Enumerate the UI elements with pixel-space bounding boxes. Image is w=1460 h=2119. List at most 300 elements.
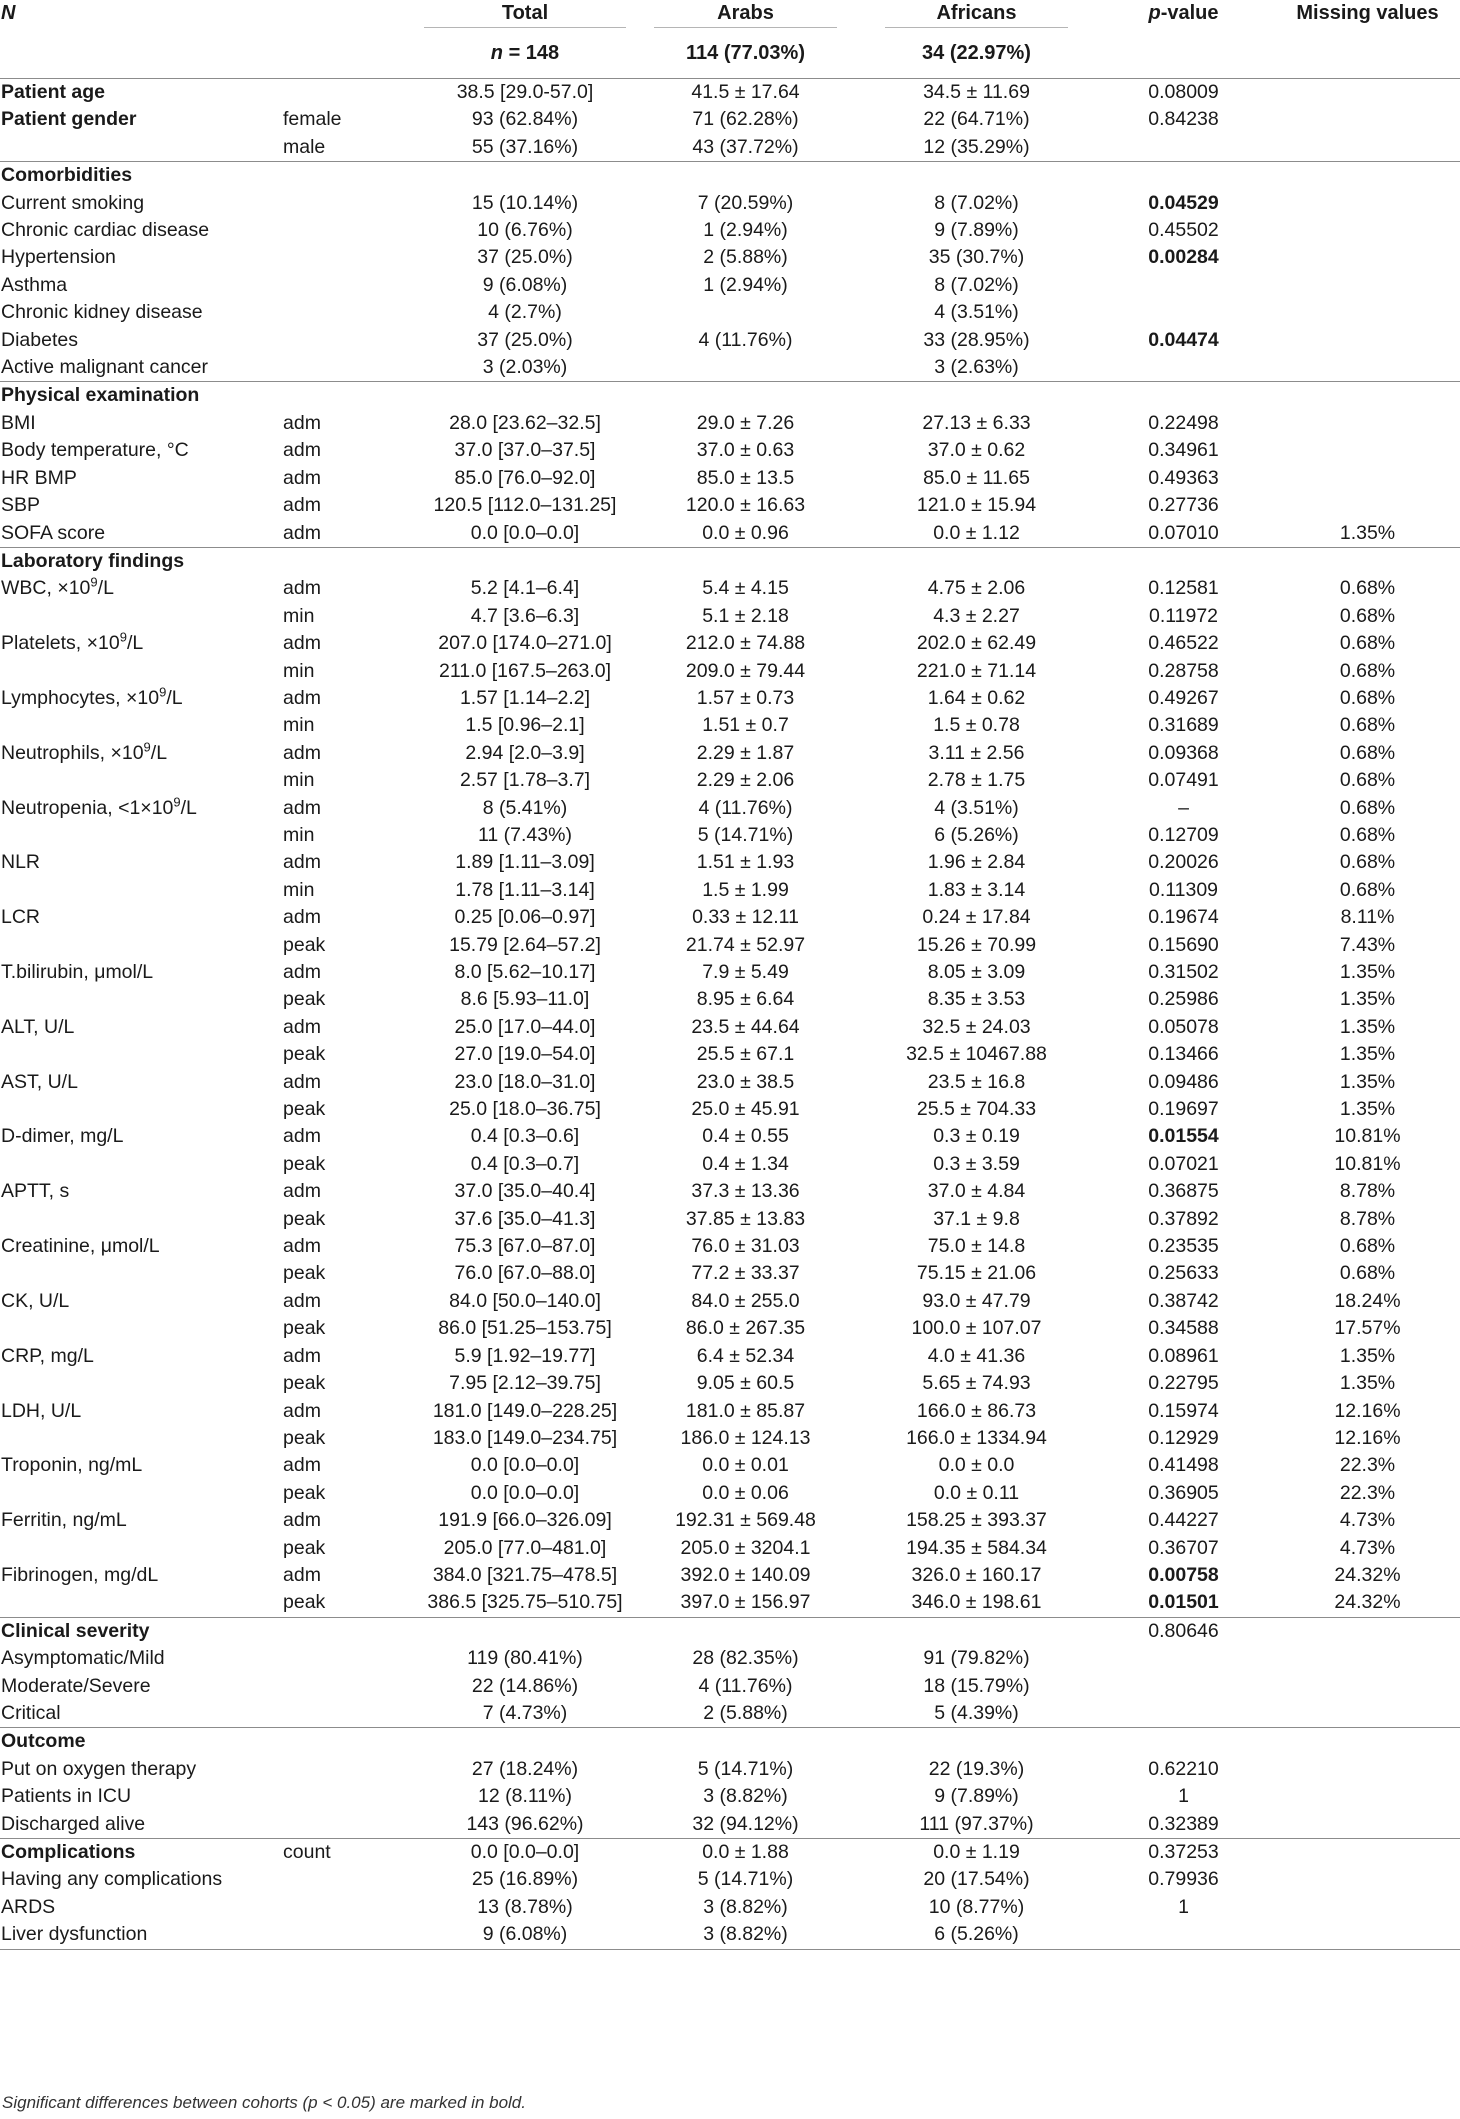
row-timepoint [280, 79, 420, 107]
row-africans: 0.24 ± 17.84 [922, 906, 1031, 929]
row-arabs: 71 (62.28%) [692, 108, 799, 131]
section-missing [1275, 1617, 1460, 1645]
row-africans: 37.0 ± 0.62 [927, 439, 1026, 462]
row-pvalue: 0.12709 [1148, 823, 1219, 846]
row-label [0, 767, 280, 794]
row-label: Asymptomatic/Mild [1, 1647, 165, 1670]
row-total: 86.0 [51.25–153.75] [438, 1317, 612, 1340]
row-pvalue: 0.00758 [1148, 1563, 1219, 1586]
row-label [0, 630, 280, 657]
row-pvalue [1092, 1921, 1275, 1949]
row-timepoint [280, 1756, 420, 1783]
row-label: LCR [1, 906, 41, 929]
section-missing [1275, 162, 1460, 190]
row-timepoint [280, 1811, 420, 1839]
table-row [0, 1452, 1460, 1479]
row-africans: 0.0 ± 1.12 [933, 521, 1020, 544]
row-label [0, 658, 280, 685]
row-label [0, 822, 280, 849]
row-africans: 166.0 ± 86.73 [916, 1399, 1037, 1422]
table-row [0, 1589, 1460, 1617]
table-row [0, 272, 1460, 299]
header-count-row [0, 27, 1460, 79]
row-timepoint: peak [283, 1098, 326, 1121]
row-missing: 0.68% [1339, 1235, 1396, 1258]
table-row [0, 520, 1460, 548]
row-africans: 6 (5.26%) [934, 1923, 1019, 1946]
row-africans: 0.3 ± 3.59 [933, 1152, 1020, 1175]
row-timepoint: adm [283, 577, 321, 600]
row-arabs: 37.3 ± 13.36 [691, 1180, 800, 1203]
row-label: BMI [1, 411, 36, 434]
row-timepoint: adm [283, 686, 321, 709]
table-row [0, 1673, 1460, 1700]
row-arabs: 5 (14.71%) [697, 823, 794, 846]
bottom-rule-cell [861, 1949, 1092, 1950]
row-arabs: 3 (8.82%) [703, 1923, 788, 1946]
row-total: 27.0 [19.0–54.0] [454, 1043, 596, 1066]
row-missing: 1.35% [1339, 988, 1396, 1011]
row-timepoint: peak [283, 1536, 326, 1559]
row-pvalue: 0.31689 [1148, 714, 1219, 737]
row-total: 8 (5.41%) [482, 796, 568, 819]
row-timepoint: adm [283, 632, 321, 655]
table-row [0, 740, 1460, 767]
table-row [0, 986, 1460, 1013]
row-pvalue: 0.23535 [1148, 1235, 1219, 1258]
section-header-row [0, 162, 1460, 190]
row-timepoint: min [283, 604, 315, 627]
row-arabs: 0.0 ± 0.06 [702, 1481, 789, 1504]
row-label-unit: /L [150, 741, 168, 764]
row-arabs: 37.0 ± 0.63 [696, 439, 795, 462]
row-timepoint: adm [283, 466, 321, 489]
row-missing [1275, 327, 1460, 354]
row-arabs: 0.4 ± 0.55 [702, 1125, 789, 1148]
row-timepoint: peak [283, 1426, 326, 1449]
row-arabs: 209.0 ± 79.44 [685, 659, 806, 682]
row-label-text: Lymphocytes, ×10 [1, 686, 160, 709]
table-bottom-rule [0, 1949, 1460, 1950]
row-arabs: 86.0 ± 267.35 [685, 1317, 806, 1340]
row-pvalue: 0.25986 [1148, 988, 1219, 1011]
row-arabs: 76.0 ± 31.03 [691, 1235, 800, 1258]
count-blank-5 [1092, 27, 1275, 79]
row-missing: 10.81% [1334, 1152, 1401, 1175]
row-timepoint: peak [283, 933, 326, 956]
table-row [0, 1480, 1460, 1507]
row-africans: 1.83 ± 3.14 [927, 878, 1026, 901]
row-arabs: 43 (37.72%) [692, 135, 799, 158]
row-timepoint: adm [283, 851, 321, 874]
row-timepoint [280, 1894, 420, 1921]
row-arabs: 7 (20.59%) [697, 191, 794, 214]
bottom-rule-cell [0, 1949, 280, 1950]
table-row [0, 1343, 1460, 1370]
section-arabs: 0.0 ± 1.88 [630, 1839, 861, 1867]
table-row [0, 795, 1460, 822]
row-africans: 32.5 ± 10467.88 [906, 1043, 1047, 1066]
row-africans: 12 (35.29%) [923, 135, 1030, 158]
row-pvalue: 0.79936 [1148, 1868, 1219, 1891]
row-africans: 4.75 ± 2.06 [927, 577, 1026, 600]
section-pvalue [1092, 547, 1275, 575]
row-timepoint: adm [283, 1399, 321, 1422]
row-label [0, 1206, 280, 1233]
row-total: 76.0 [67.0–88.0] [454, 1262, 596, 1285]
section-header-row [0, 547, 1460, 575]
table-row [0, 190, 1460, 217]
row-timepoint: adm [283, 1289, 321, 1312]
row-total: 12 (8.11%) [478, 1785, 572, 1808]
row-pvalue: 0.36707 [1148, 1536, 1219, 1559]
row-arabs: 0.0 ± 0.96 [702, 521, 789, 544]
row-label: CRP, mg/L [1, 1344, 94, 1367]
row-label [0, 575, 280, 602]
table-row [0, 465, 1460, 492]
row-africans: 0.0 ± 0.0 [938, 1454, 1015, 1477]
africans-n [861, 27, 1092, 79]
row-total: 37 (25.0%) [477, 328, 573, 351]
row-arabs: 181.0 ± 85.87 [685, 1399, 806, 1422]
table-row [0, 1233, 1460, 1260]
row-pvalue: 0.34588 [1148, 1317, 1219, 1340]
table-row [0, 904, 1460, 931]
row-pvalue: 0.19697 [1148, 1098, 1219, 1121]
row-africans: 5 (4.39%) [934, 1701, 1019, 1724]
table-row [0, 354, 1460, 382]
table-row [0, 712, 1460, 739]
row-timepoint: adm [283, 906, 321, 929]
row-africans: 22 (64.71%) [923, 108, 1030, 131]
bottom-rule-cell [280, 1949, 420, 1950]
row-label-sup: 9 [159, 684, 167, 700]
row-label: AST, U/L [1, 1070, 78, 1093]
row-arabs: 1.5 ± 1.99 [702, 878, 789, 901]
table-row [0, 932, 1460, 959]
table-row [0, 822, 1460, 849]
row-label-unit: /L [166, 686, 183, 709]
row-total: 11 (7.43%) [478, 823, 572, 846]
row-label-unit: /L [97, 577, 114, 600]
section-total [420, 547, 630, 575]
row-missing: 4.73% [1339, 1536, 1396, 1559]
row-missing: 4.73% [1339, 1509, 1396, 1532]
row-missing: 1.35% [1339, 1098, 1396, 1121]
row-pvalue: 0.01501 [1148, 1591, 1219, 1614]
header-pvalue [1092, 0, 1275, 27]
row-label: Creatinine, μmol/L [1, 1235, 160, 1258]
row-missing [1275, 244, 1460, 271]
row-pvalue: 0.37892 [1148, 1207, 1219, 1230]
row-timepoint [280, 190, 420, 217]
row-label: Current smoking [1, 191, 145, 214]
row-total: 7 (4.73%) [482, 1701, 568, 1724]
table-row [0, 79, 1460, 107]
row-arabs: 37.85 ± 13.83 [685, 1207, 806, 1230]
row-missing: 17.57% [1334, 1317, 1401, 1340]
row-timepoint: peak [283, 1152, 326, 1175]
row-timepoint: peak [283, 1317, 326, 1340]
header-africans: Africans [936, 2, 1017, 24]
row-africans: 22 (19.3%) [928, 1757, 1025, 1780]
row-missing: 8.78% [1339, 1207, 1396, 1230]
row-total: 120.5 [112.0–131.25] [433, 494, 617, 517]
row-total: 0.0 [0.0–0.0] [470, 521, 580, 544]
row-label: SOFA score [1, 521, 106, 544]
row-label-text: WBC, ×10 [1, 577, 91, 600]
row-missing: 0.68% [1339, 741, 1396, 764]
row-total: 8.0 [5.62–10.17] [454, 961, 596, 983]
row-africans: 23.5 ± 16.8 [927, 1070, 1026, 1093]
count-blank-1 [280, 27, 420, 79]
section-title: Complications [0, 1839, 280, 1867]
row-pvalue: 0.62210 [1148, 1757, 1219, 1780]
row-label [0, 685, 280, 712]
section-header-row [0, 1839, 1460, 1867]
header-total: Total [501, 2, 549, 24]
row-pvalue: 0.09368 [1148, 741, 1219, 764]
row-label-unit: /L [126, 632, 144, 655]
row-africans: 221.0 ± 71.14 [916, 659, 1037, 682]
row-timepoint: peak [283, 988, 326, 1011]
row-missing: 1.35% [1339, 1372, 1396, 1395]
row-label: Hypertension [1, 246, 116, 269]
section-sub [280, 382, 420, 410]
row-total: 5.2 [4.1–6.4] [470, 577, 580, 600]
row-label: Liver dysfunction [1, 1923, 148, 1946]
row-missing: 0.68% [1339, 604, 1396, 627]
row-arabs: 9.05 ± 60.5 [696, 1372, 795, 1395]
section-header-row [0, 382, 1460, 410]
row-label: Ferritin, ng/mL [1, 1509, 127, 1532]
row-total: 1.78 [1.11–3.14] [455, 878, 595, 901]
row-timepoint: adm [283, 741, 321, 764]
row-pvalue: 0.36875 [1148, 1180, 1219, 1203]
row-timepoint [280, 299, 420, 326]
row-missing [1275, 492, 1460, 519]
row-total: 37.0 [37.0–37.5] [454, 439, 596, 462]
table-row [0, 299, 1460, 326]
row-missing: 0.68% [1339, 769, 1396, 792]
section-arabs [630, 1728, 861, 1756]
section-total [420, 1617, 630, 1645]
row-africans: 85.0 ± 11.65 [923, 466, 1030, 489]
row-label: Body temperature, °C [1, 439, 189, 462]
row-africans: 0.3 ± 0.19 [933, 1125, 1020, 1148]
row-missing: 10.81% [1334, 1125, 1401, 1148]
section-missing [1275, 1728, 1460, 1756]
row-missing: 1.35% [1339, 1043, 1396, 1066]
row-pvalue: 0.08961 [1148, 1344, 1219, 1367]
row-missing: 0.68% [1339, 577, 1396, 600]
row-timepoint: min [283, 659, 315, 682]
table-row [0, 603, 1460, 630]
row-timepoint: min [283, 823, 315, 846]
section-total: 0.0 [0.0–0.0] [420, 1839, 630, 1867]
table-row [0, 244, 1460, 271]
row-label [0, 986, 280, 1013]
section-africans [861, 1728, 1092, 1756]
table-row [0, 1535, 1460, 1562]
row-label: CK, U/L [1, 1289, 70, 1312]
row-africans: 35 (30.7%) [928, 246, 1025, 269]
row-timepoint: adm [283, 1563, 321, 1586]
row-africans: 326.0 ± 160.17 [911, 1563, 1042, 1586]
row-label: Active malignant cancer [1, 356, 209, 379]
row-africans: 75.15 ± 21.06 [916, 1262, 1037, 1285]
row-africans: 166.0 ± 1334.94 [906, 1426, 1047, 1449]
row-label: Having any complications [1, 1868, 223, 1891]
row-total: 9 (6.08%) [482, 273, 568, 296]
row-missing: 7.43% [1339, 933, 1396, 956]
header-n: N [1, 2, 16, 24]
row-total: 0.0 [0.0–0.0] [470, 1454, 580, 1477]
row-timepoint: adm [283, 1509, 321, 1532]
row-arabs: 2.29 ± 1.87 [696, 741, 795, 764]
row-africans: 8.35 ± 3.53 [927, 988, 1026, 1011]
row-total: 37 (25.0%) [477, 246, 573, 269]
row-missing [1275, 106, 1460, 133]
row-missing [1275, 1700, 1460, 1728]
row-arabs: 192.31 ± 569.48 [675, 1509, 816, 1532]
row-africans: 8 (7.02%) [934, 191, 1019, 214]
row-arabs: 120.0 ± 16.63 [685, 494, 806, 517]
row-arabs: 1.51 ± 0.7 [702, 714, 789, 737]
row-missing: 1.35% [1339, 1070, 1396, 1093]
row-africans: 32.5 ± 24.03 [922, 1015, 1031, 1038]
total-n-value: = 148 [503, 42, 560, 64]
row-label: Critical [1, 1701, 61, 1724]
section-arabs [630, 1617, 861, 1645]
row-total: 384.0 [321.75–478.5] [432, 1563, 618, 1586]
row-arabs: 6.4 ± 52.34 [696, 1344, 795, 1367]
row-pvalue: 0.07010 [1148, 521, 1219, 544]
row-missing [1275, 1756, 1460, 1783]
row-total: 2.94 [2.0–3.9] [465, 741, 585, 764]
row-africans: 2.78 ± 1.75 [927, 769, 1026, 792]
table-row [0, 1866, 1460, 1893]
row-africans: 91 (79.82%) [923, 1647, 1030, 1670]
row-missing: 22.3% [1339, 1454, 1396, 1477]
section-sub [280, 162, 420, 190]
row-missing [1275, 1673, 1460, 1700]
row-pvalue: 0.15974 [1148, 1399, 1219, 1422]
row-missing: 0.68% [1339, 714, 1396, 737]
row-label-text: Neutropenia, <1×10 [1, 796, 174, 819]
row-total: 37.0 [35.0–40.4] [454, 1180, 596, 1203]
row-timepoint [280, 272, 420, 299]
row-label: Patient age [0, 79, 280, 107]
row-arabs: 0.0 ± 0.01 [702, 1454, 789, 1477]
row-label: Chronic kidney disease [1, 301, 203, 324]
row-arabs: 4 (11.76%) [698, 796, 793, 819]
row-label [0, 932, 280, 959]
row-pvalue: 0.15690 [1148, 933, 1219, 956]
table-row [0, 134, 1460, 162]
row-missing: 24.32% [1334, 1591, 1401, 1614]
row-arabs: 0.33 ± 12.11 [692, 906, 799, 929]
row-total: 211.0 [167.5–263.0] [438, 659, 612, 682]
row-total: 3 (2.03%) [482, 356, 568, 379]
row-missing: 18.24% [1334, 1289, 1401, 1312]
row-timepoint: adm [283, 1344, 321, 1367]
row-pvalue [1092, 1645, 1275, 1672]
row-timepoint [280, 1866, 420, 1893]
row-total: 1.89 [1.11–3.09] [455, 851, 595, 874]
table-row [0, 1783, 1460, 1810]
row-missing [1275, 465, 1460, 492]
row-timepoint: adm [283, 1015, 321, 1038]
row-total: 1.5 [0.96–2.1] [465, 714, 585, 737]
row-pvalue: 0.44227 [1148, 1509, 1219, 1532]
row-label [0, 795, 280, 822]
row-missing: 1.35% [1339, 1344, 1396, 1367]
row-arabs: 1 (2.94%) [703, 273, 788, 296]
section-pvalue: 0.80646 [1092, 1617, 1275, 1645]
section-pvalue [1092, 1728, 1275, 1756]
row-timepoint: peak [283, 1207, 326, 1230]
row-pvalue: 0.45502 [1148, 219, 1219, 242]
row-arabs: 84.0 ± 255.0 [691, 1289, 800, 1312]
row-africans: 6 (5.26%) [934, 823, 1019, 846]
row-label [0, 1535, 280, 1562]
section-pvalue [1092, 162, 1275, 190]
table-row [0, 106, 1460, 133]
header-row [0, 0, 1460, 27]
table-row [0, 1921, 1460, 1949]
row-africans: 121.0 ± 15.94 [916, 494, 1037, 517]
row-timepoint: min [283, 769, 315, 792]
row-arabs: 23.5 ± 44.64 [691, 1015, 800, 1038]
row-missing [1275, 410, 1460, 437]
row-pvalue [1092, 272, 1275, 299]
row-timepoint: adm [283, 961, 321, 983]
row-arabs: 77.2 ± 33.37 [691, 1262, 800, 1285]
row-total: 0.25 [0.06–0.97] [454, 906, 596, 929]
section-total [420, 1728, 630, 1756]
row-timepoint: adm [283, 1180, 321, 1203]
table-row [0, 1398, 1460, 1425]
table-row [0, 959, 1460, 986]
row-missing: 0.68% [1339, 632, 1396, 655]
row-timepoint: peak [283, 1262, 326, 1285]
row-timepoint: adm [283, 439, 321, 462]
row-pvalue: 0.05078 [1148, 1015, 1219, 1038]
row-pvalue: 0.84238 [1148, 108, 1219, 131]
row-label: Moderate/Severe [1, 1674, 151, 1697]
row-label [0, 1425, 280, 1452]
row-pvalue [1092, 1700, 1275, 1728]
row-pvalue [1092, 1673, 1275, 1700]
table-row [0, 1425, 1460, 1452]
row-timepoint [280, 1700, 420, 1728]
row-label: LDH, U/L [1, 1399, 82, 1422]
row-total: 191.9 [66.0–326.09] [438, 1509, 612, 1532]
row-timepoint [280, 1921, 420, 1949]
row-label [0, 1260, 280, 1287]
row-africans: 4 (3.51%) [934, 796, 1019, 819]
row-missing [1275, 1894, 1460, 1921]
row-label-sup: 9 [90, 574, 98, 590]
row-pvalue: 0.13466 [1148, 1043, 1219, 1066]
row-timepoint: adm [283, 494, 321, 517]
row-label: Troponin, ng/mL [1, 1454, 143, 1477]
row-pvalue: 0.20026 [1148, 851, 1219, 874]
table-row [0, 1041, 1460, 1068]
table-row [0, 575, 1460, 602]
section-header-row [0, 1728, 1460, 1756]
